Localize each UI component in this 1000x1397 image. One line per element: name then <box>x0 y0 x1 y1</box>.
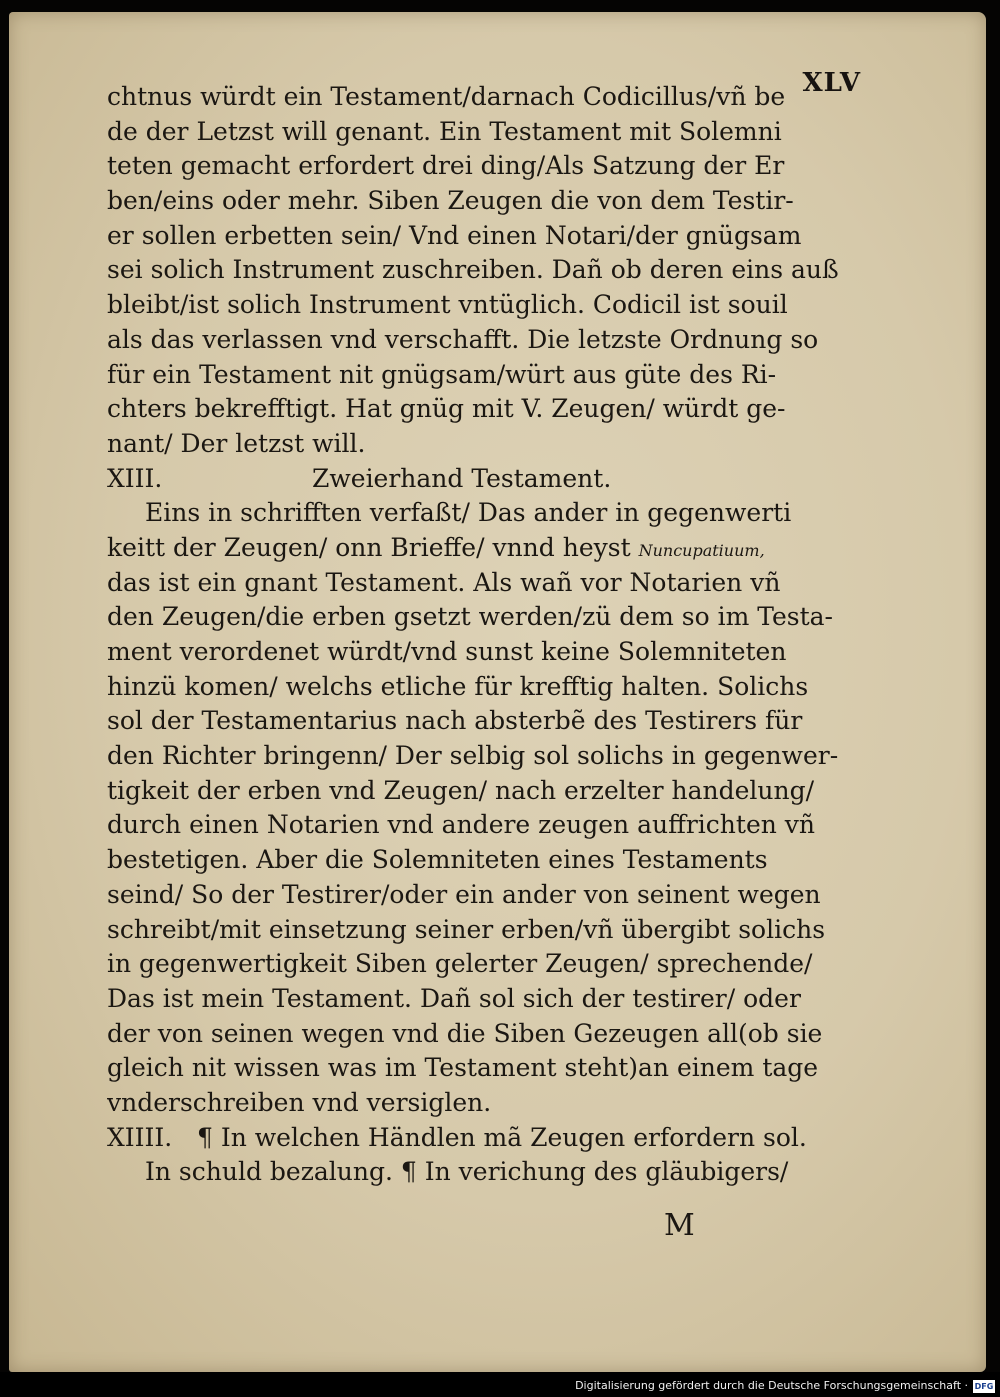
text-line: als das verlassen vnd verschafft. Die letzste Ordnung so <box>107 324 819 354</box>
text-line: bleibt/ist solich Instrument vntüglich. Codicil ist souil <box>107 290 788 320</box>
section-title: Zweierhand Testament. <box>312 463 612 493</box>
text-line <box>107 531 882 566</box>
text-line: den Zeugen/die erben gsetzt werden/zü dem so im Testa- <box>107 602 833 632</box>
text-line: in gegenwertigkeit Siben gelerter Zeugen/ sprechende/ <box>107 949 813 979</box>
text-fragment: keitt der Zeugen/ onn Brieffe/ vnnd heyst <box>107 532 631 562</box>
funding-credit: Digitalisierung gefördert durch die Deutsche Forschungsgemeinschaft · <box>575 1379 968 1392</box>
text-line: ben/eins oder mehr. Siben Zeugen die von dem Testir- <box>107 186 794 216</box>
section-title: ¶ In welchen Händlen mã Zeugen erfordern sol. <box>197 1122 807 1152</box>
text-line: er sollen erbetten sein/ Vnd einen Notari/der gnügsam <box>107 220 802 250</box>
text-line: für ein Testament nit gnügsam/würt aus güte des Ri- <box>107 359 777 389</box>
text-line: den Richter bringenn/ Der selbig sol solichs in gegenwer- <box>107 741 839 771</box>
catchword: M <box>664 1208 695 1243</box>
text-line: sei solich Instrument zuschreiben. Dañ ob deren eins auß <box>107 255 839 285</box>
section-number: XIII. <box>107 463 163 493</box>
text-line: gleich nit wissen was im Testament steht)an einem tage <box>107 1053 819 1083</box>
text-line: durch einen Notarien vnd andere zeugen auffrichten vñ <box>107 810 816 840</box>
text-line: de der Letzst will genant. Ein Testament mit Solemni <box>107 116 782 146</box>
latin-term: Nuncupatiuum, <box>638 540 765 560</box>
text-line: ment verordenet würdt/vnd sunst keine Solemniteten <box>107 637 787 666</box>
text-line: bestetigen. Aber die Solemniteten eines Testaments <box>107 845 768 875</box>
text-line: seind/ So der Testirer/oder ein ander von seinent wegen <box>107 879 821 909</box>
text-line: der von seinen wegen vnd die Siben Gezeugen all(ob sie <box>107 1018 823 1048</box>
text-line: vnderschreiben vnd versiglen. <box>107 1087 492 1117</box>
text-line: Das ist mein Testament. Dañ sol sich der testirer/ oder <box>107 983 801 1013</box>
footer-bar <box>0 1372 1000 1397</box>
section-heading-xiii <box>107 462 882 497</box>
text-line: hinzü komen/ welchs etliche für krefftig halten. Solichs <box>107 671 809 701</box>
text-line: nant/ Der letzst will. <box>107 428 366 458</box>
dfg-logo: DFG <box>974 1382 994 1391</box>
section-number: XIIII. <box>107 1122 173 1152</box>
text-line: In schuld bezalung. ¶ In verichung des gläubigers/ <box>145 1157 789 1187</box>
text-line: chters bekrefftigt. Hat gnüg mit V. Zeugen/ würdt ge- <box>107 394 786 424</box>
section-heading-xiiii <box>107 1121 882 1156</box>
text-line: tigkeit der erben vnd Zeugen/ nach erzelter handelung/ <box>107 775 815 805</box>
main-text-block <box>107 80 882 1190</box>
folio-number: XLV <box>802 68 861 98</box>
text-line: sol der Testamentarius nach absterbẽ des Testirers für <box>107 706 803 736</box>
text-line: das ist ein gnant Testament. Als wañ vor Notarien vñ <box>107 567 781 597</box>
text-line: schreibt/mit einsetzung seiner erben/vñ übergibt solichs <box>107 914 826 944</box>
text-line: teten gemacht erfordert drei ding/Als Satzung der Er <box>107 151 785 181</box>
text-line: chtnus würdt ein Testament/darnach Codicillus/vñ be <box>107 82 786 111</box>
text-line: Eins in schrifften verfaßt/ Das ander in gegenwerti <box>145 498 792 528</box>
